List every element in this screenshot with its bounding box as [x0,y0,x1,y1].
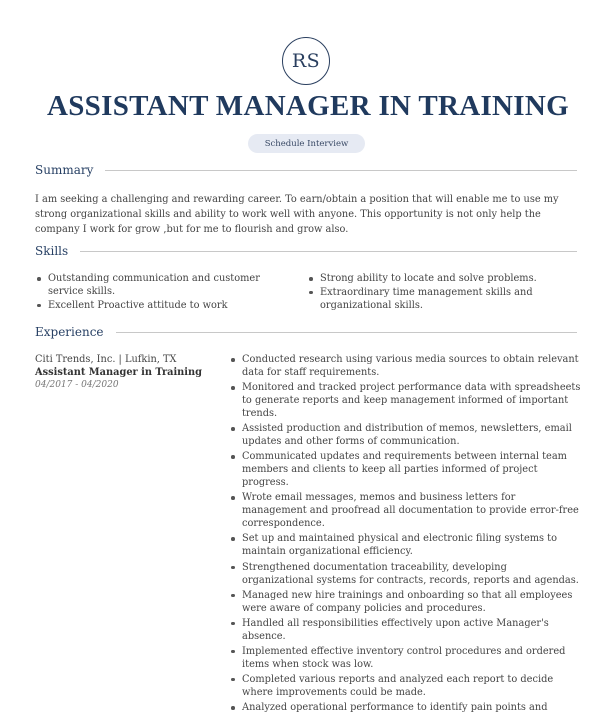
duty-item: Analyzed operational performance to identify pain points and [229,701,581,714]
monogram-badge [282,37,330,85]
duty-item: Assisted production and distribution of memos, newsletters, email updates and other forms of communication. [229,422,581,448]
monogram-initials: RS [291,50,321,72]
company-location: Citi Trends, Inc. | Lufkin, TX [35,354,177,365]
summary-section-header [35,163,577,177]
duty-item: Communicated updates and requirements between internal team members and clients to keep all parties informed of project progress. [229,450,581,489]
experience-divider [116,332,577,333]
experience-heading: Experience [35,325,104,339]
schedule-interview-button[interactable]: Schedule Interview [248,134,365,153]
job-dates: 04/2017 - 04/2020 [35,380,119,390]
summary-heading: Summary [35,163,94,177]
duty-item: Strengthened documentation traceability, developing organizational systems for contracts, records, reports and agendas. [229,561,581,587]
resume-name: ASSISTANT MANAGER IN TRAINING [47,90,569,122]
duty-item: Wrote email messages, memos and business letters for management and proofread all documentation to provide error-free correspondence. [229,491,581,530]
skill-item: Excellent Proactive attitude to work [35,299,297,312]
skill-item: Extraordinary time management skills and organizational skills. [307,286,569,312]
duty-item: Set up and maintained physical and electronic filing systems to maintain organizational efficiency. [229,532,581,558]
skills-left-column [35,272,297,312]
skills-divider [80,251,577,252]
duty-item: Handled all responsibilities effectively upon active Manager's absence. [229,617,581,643]
job-duties [229,353,581,716]
job-meta [35,353,215,392]
job-title: Assistant Manager in Training [35,367,203,378]
duty-item: Conducted research using various media sources to obtain relevant data for staff requirements. [229,353,581,379]
skill-item: Strong ability to locate and solve problems. [307,272,569,285]
summary-text: I am seeking a challenging and rewarding career. To earn/obtain a position that will enable me to use my strong organizational skills and ability to work well with anyone. This opportunity is not only help the company I work for grow ,but for me to flourish and grow also. [35,194,559,235]
duty-item: Monitored and tracked project performance data with spreadsheets to generate reports and keep management informed of important trends. [229,381,581,420]
skills-heading: Skills [35,244,69,258]
skill-item: Outstanding communication and customer service skills. [35,272,297,298]
duty-item: Managed new hire trainings and onboarding so that all employees were aware of company policies and procedures. [229,589,581,615]
duty-item: Completed various reports and analyzed each report to decide where improvements could be made. [229,673,581,699]
skills-right-column [307,272,569,312]
experience-section-header [35,325,577,339]
skills-section-header [35,244,577,258]
summary-divider [105,170,577,171]
duty-item: Implemented effective inventory control procedures and ordered items when stock was low. [229,645,581,671]
